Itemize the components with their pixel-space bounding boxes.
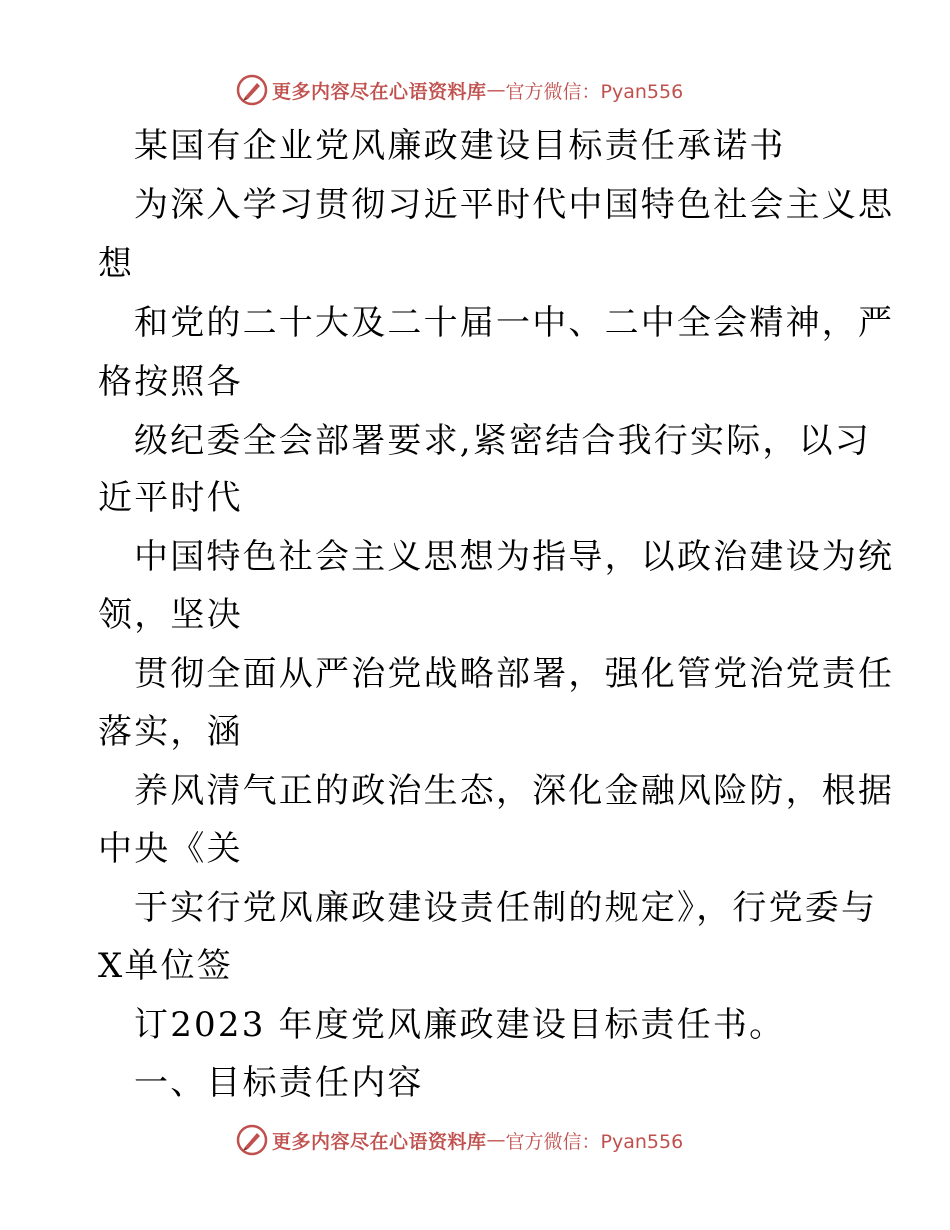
paragraph-line: 领，坚决 [98, 595, 243, 635]
paragraph-line: 落实，涵 [98, 712, 243, 752]
watermark-brand: 更多内容尽在心语资料库 [272, 1130, 487, 1153]
document-title: 某国有企业党风廉政建设目标责任承诺书 [134, 126, 786, 166]
watermark-contact: 官方微信：Pyan556 [505, 80, 684, 103]
watermark-footer [236, 1122, 683, 1158]
paragraph-line: 近平时代 [98, 478, 243, 518]
paragraph-line: 中央《关 [98, 829, 243, 869]
section-heading: 一、目标责任内容 [134, 1063, 424, 1103]
quill-pen-logo-icon [236, 1124, 268, 1156]
paragraph-line: 贯彻全面从严治党战略部署，强化管党治党责任 [134, 654, 895, 694]
paragraph-line: 养风清气正的政治生态，深化金融风险防，根据 [134, 771, 895, 811]
paragraph-line: X单位签 [98, 946, 234, 986]
paragraph-line: 想 [98, 244, 135, 284]
paragraph-line: 为深入学习贯彻习近平时代中国特色社会主义思 [134, 185, 895, 225]
watermark-brand: 更多内容尽在心语资料库 [272, 80, 487, 103]
paragraph-line: 格按照各 [98, 362, 243, 402]
watermark-dash: — [486, 79, 506, 101]
quill-pen-logo-icon [236, 74, 268, 106]
watermark-dash: — [486, 1129, 506, 1151]
paragraph-line: 和党的二十大及二十届一中、二中全会精神，严 [134, 303, 895, 343]
paragraph-line: 订2023 年度党风廉政建设目标责任书。 [134, 1005, 786, 1045]
watermark-contact: 官方微信：Pyan556 [505, 1130, 684, 1153]
paragraph-line: 于实行党风廉政建设责任制的规定》，行党委与 [134, 888, 878, 928]
watermark-header [236, 72, 683, 108]
paragraph-line: 级纪委全会部署要求,紧密结合我行实际，以习 [134, 421, 872, 461]
paragraph-line: 中国特色社会主义思想为指导，以政治建设为统 [134, 537, 895, 577]
